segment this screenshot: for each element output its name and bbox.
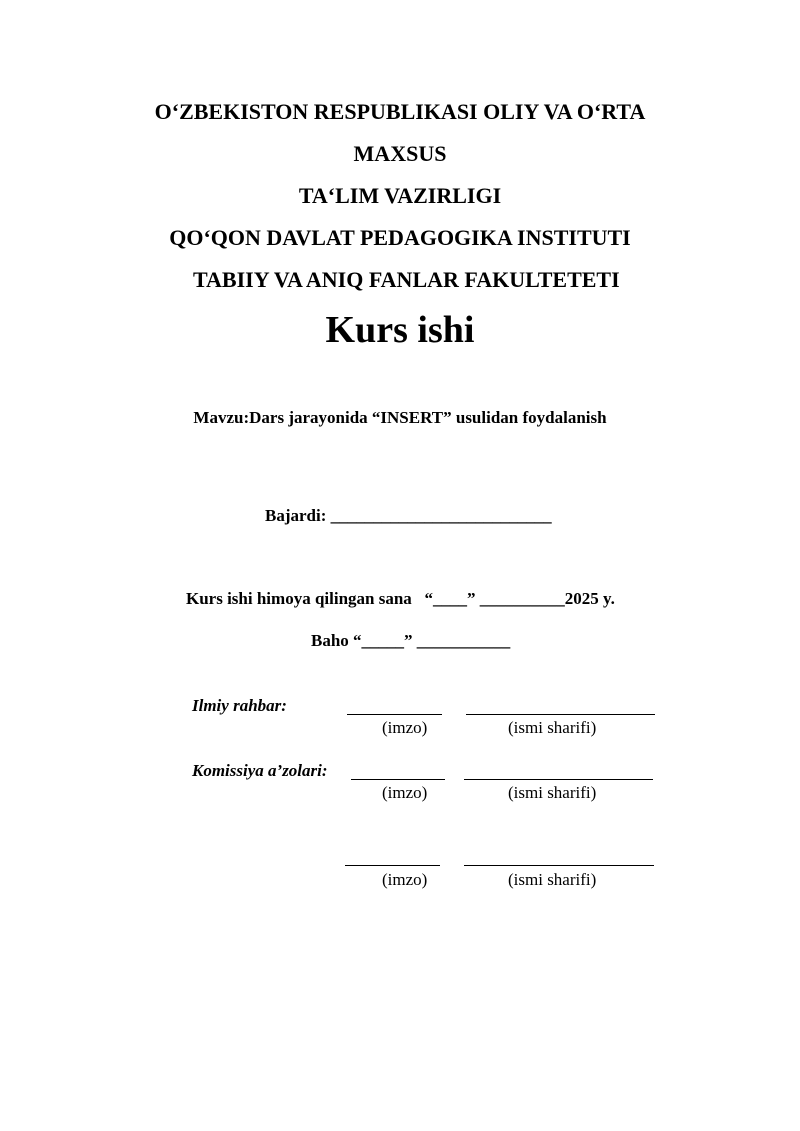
commission-1-signature-caption: (imzo): [382, 783, 428, 802]
grade-line: Baho “_____” ___________: [311, 631, 511, 650]
ministry-line-2: MAXSUS: [353, 141, 447, 166]
commission-1-name-caption: (ismi sharifi): [508, 783, 597, 802]
commission-2-signature-caption: (imzo): [382, 870, 428, 889]
document-title: Kurs ishi: [325, 309, 475, 351]
commission-2-signature-line: [345, 865, 440, 866]
commission-2-name-line: [464, 865, 654, 866]
ministry-line-1: O‘ZBEKISTON RESPUBLIKASI OLIY VA O‘RTA: [154, 99, 646, 124]
supervisor-signature-line: [347, 714, 442, 715]
supervisor-name-caption: (ismi sharifi): [508, 718, 597, 737]
commission-1-signature-line: [351, 779, 445, 780]
supervisor-label: Ilmiy rahbar:: [192, 696, 287, 715]
commission-2-name-caption: (ismi sharifi): [508, 870, 597, 889]
performer-label: Bajardi:: [265, 506, 331, 525]
supervisor-name-line: [466, 714, 655, 715]
faculty-name: TABIIY VA ANIQ FANLAR FAKULTETETI: [193, 267, 620, 292]
ministry-line-3: TA‘LIM VAZIRLIGI: [298, 183, 502, 208]
commission-1-name-line: [464, 779, 653, 780]
topic-line: Mavzu:Dars jarayonida “INSERT” usulidan foydalanish: [193, 408, 607, 427]
performer-line: [265, 506, 552, 526]
defense-date-line: Kurs ishi himoya qilingan sana “____” __________2025 y.: [186, 589, 615, 608]
commission-label: Komissiya a’zolari:: [192, 761, 328, 780]
supervisor-signature-caption: (imzo): [382, 718, 428, 737]
institute-name: QO‘QON DAVLAT PEDAGOGIKA INSTITUTI: [169, 225, 631, 250]
performer-blank: __________________________: [330, 506, 552, 525]
